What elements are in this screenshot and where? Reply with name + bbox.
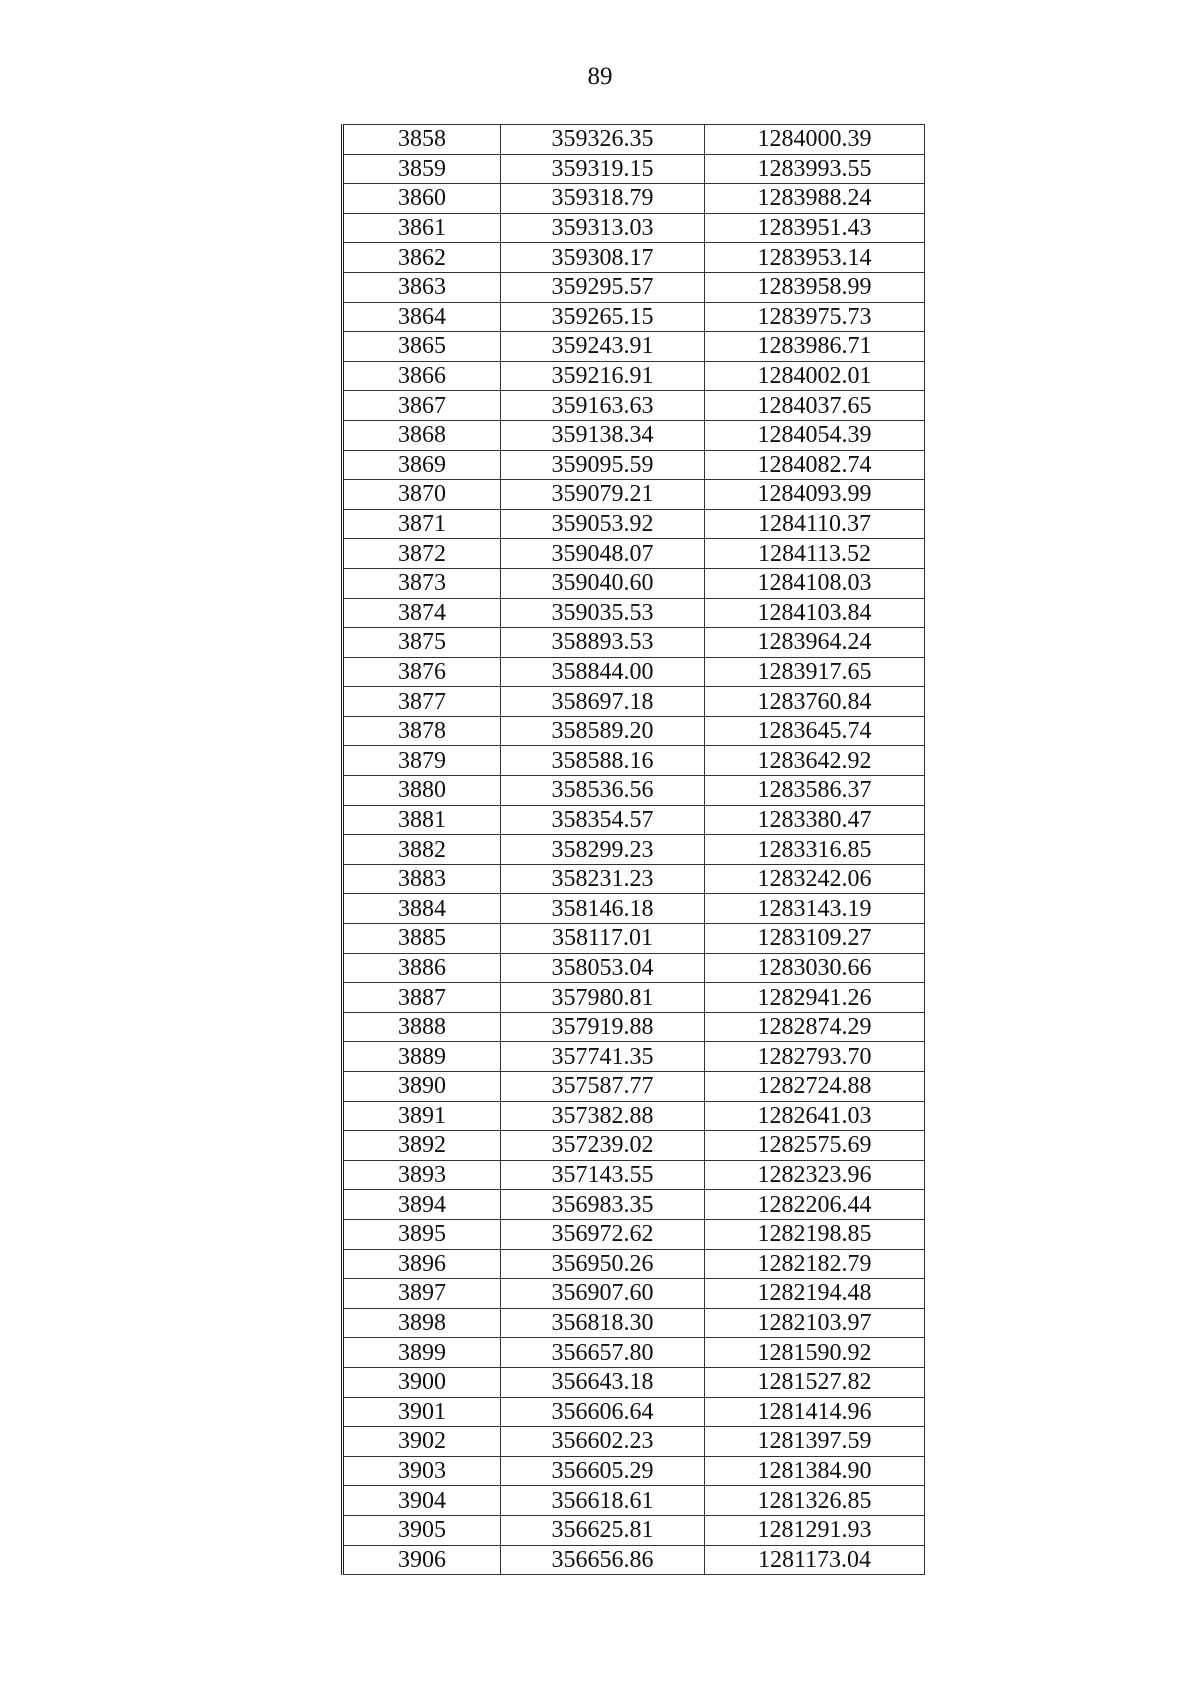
x-coordinate-cell: 357919.88 — [501, 1012, 705, 1042]
x-coordinate-cell: 356605.29 — [501, 1456, 705, 1486]
table-row — [343, 1012, 925, 1042]
table-row — [343, 1397, 925, 1427]
point-number-cell: 3882 — [343, 835, 501, 865]
table-row — [343, 184, 925, 214]
point-number-cell: 3898 — [343, 1308, 501, 1338]
table-row — [343, 391, 925, 421]
table-row — [343, 450, 925, 480]
y-coordinate-cell: 1283951.43 — [705, 213, 925, 243]
point-number-cell: 3893 — [343, 1160, 501, 1190]
point-number-cell: 3870 — [343, 480, 501, 510]
table-row — [343, 894, 925, 924]
x-coordinate-cell: 358893.53 — [501, 628, 705, 658]
x-coordinate-cell: 356950.26 — [501, 1249, 705, 1279]
table-row — [343, 1160, 925, 1190]
point-number-cell: 3903 — [343, 1456, 501, 1486]
table-row — [343, 272, 925, 302]
y-coordinate-cell: 1282575.69 — [705, 1131, 925, 1161]
y-coordinate-cell: 1281414.96 — [705, 1397, 925, 1427]
y-coordinate-cell: 1281291.93 — [705, 1515, 925, 1545]
table-row — [343, 924, 925, 954]
point-number-cell: 3883 — [343, 864, 501, 894]
x-coordinate-cell: 359163.63 — [501, 391, 705, 421]
point-number-cell: 3896 — [343, 1249, 501, 1279]
point-number-cell: 3884 — [343, 894, 501, 924]
x-coordinate-cell: 357382.88 — [501, 1101, 705, 1131]
table-row — [343, 213, 925, 243]
point-number-cell: 3886 — [343, 953, 501, 983]
point-number-cell: 3864 — [343, 302, 501, 332]
x-coordinate-cell: 356657.80 — [501, 1338, 705, 1368]
x-coordinate-cell: 356907.60 — [501, 1279, 705, 1309]
x-coordinate-cell: 358354.57 — [501, 805, 705, 835]
table-row — [343, 1042, 925, 1072]
x-coordinate-cell: 358844.00 — [501, 657, 705, 687]
page-number: 89 — [587, 63, 613, 90]
table-row — [343, 154, 925, 184]
y-coordinate-cell: 1282182.79 — [705, 1249, 925, 1279]
table-row — [343, 302, 925, 332]
point-number-cell: 3892 — [343, 1131, 501, 1161]
point-number-cell: 3863 — [343, 272, 501, 302]
x-coordinate-cell: 358299.23 — [501, 835, 705, 865]
table-row — [343, 1545, 925, 1575]
point-number-cell: 3879 — [343, 746, 501, 776]
x-coordinate-cell: 358053.04 — [501, 953, 705, 983]
y-coordinate-cell: 1282941.26 — [705, 983, 925, 1013]
y-coordinate-cell: 1283143.19 — [705, 894, 925, 924]
x-coordinate-cell: 359295.57 — [501, 272, 705, 302]
y-coordinate-cell: 1284093.99 — [705, 480, 925, 510]
table-row — [343, 746, 925, 776]
x-coordinate-cell: 356643.18 — [501, 1367, 705, 1397]
y-coordinate-cell: 1282724.88 — [705, 1072, 925, 1102]
x-coordinate-cell: 359040.60 — [501, 568, 705, 598]
x-coordinate-cell: 357980.81 — [501, 983, 705, 1013]
table-row — [343, 1131, 925, 1161]
y-coordinate-cell: 1282198.85 — [705, 1219, 925, 1249]
y-coordinate-cell: 1282103.97 — [705, 1308, 925, 1338]
coordinates-table-body — [343, 125, 925, 1575]
y-coordinate-cell: 1281590.92 — [705, 1338, 925, 1368]
point-number-cell: 3871 — [343, 509, 501, 539]
point-number-cell: 3902 — [343, 1427, 501, 1457]
point-number-cell: 3874 — [343, 598, 501, 628]
x-coordinate-cell: 359265.15 — [501, 302, 705, 332]
point-number-cell: 3895 — [343, 1219, 501, 1249]
y-coordinate-cell: 1284110.37 — [705, 509, 925, 539]
x-coordinate-cell: 359095.59 — [501, 450, 705, 480]
table-row — [343, 835, 925, 865]
y-coordinate-cell: 1284037.65 — [705, 391, 925, 421]
y-coordinate-cell: 1284000.39 — [705, 125, 925, 155]
y-coordinate-cell: 1283988.24 — [705, 184, 925, 214]
point-number-cell: 3897 — [343, 1279, 501, 1309]
y-coordinate-cell: 1284108.03 — [705, 568, 925, 598]
y-coordinate-cell: 1282194.48 — [705, 1279, 925, 1309]
table-row — [343, 1308, 925, 1338]
y-coordinate-cell: 1284113.52 — [705, 539, 925, 569]
y-coordinate-cell: 1281384.90 — [705, 1456, 925, 1486]
y-coordinate-cell: 1282206.44 — [705, 1190, 925, 1220]
y-coordinate-cell: 1283964.24 — [705, 628, 925, 658]
table-row — [343, 480, 925, 510]
y-coordinate-cell: 1281397.59 — [705, 1427, 925, 1457]
point-number-cell: 3885 — [343, 924, 501, 954]
point-number-cell: 3875 — [343, 628, 501, 658]
x-coordinate-cell: 356618.61 — [501, 1486, 705, 1516]
y-coordinate-cell: 1283953.14 — [705, 243, 925, 273]
x-coordinate-cell: 356606.64 — [501, 1397, 705, 1427]
table-row — [343, 864, 925, 894]
y-coordinate-cell: 1283030.66 — [705, 953, 925, 983]
table-row — [343, 657, 925, 687]
point-number-cell: 3906 — [343, 1545, 501, 1575]
table-row — [343, 1219, 925, 1249]
table-row — [343, 1072, 925, 1102]
point-number-cell: 3861 — [343, 213, 501, 243]
x-coordinate-cell: 358697.18 — [501, 687, 705, 717]
y-coordinate-cell: 1283645.74 — [705, 716, 925, 746]
point-number-cell: 3880 — [343, 776, 501, 806]
x-coordinate-cell: 357741.35 — [501, 1042, 705, 1072]
x-coordinate-cell: 359243.91 — [501, 332, 705, 362]
y-coordinate-cell: 1284103.84 — [705, 598, 925, 628]
point-number-cell: 3873 — [343, 568, 501, 598]
x-coordinate-cell: 359138.34 — [501, 420, 705, 450]
table-row — [343, 1515, 925, 1545]
y-coordinate-cell: 1283760.84 — [705, 687, 925, 717]
x-coordinate-cell: 356983.35 — [501, 1190, 705, 1220]
point-number-cell: 3868 — [343, 420, 501, 450]
x-coordinate-cell: 359035.53 — [501, 598, 705, 628]
table-row — [343, 243, 925, 273]
table-row — [343, 1456, 925, 1486]
point-number-cell: 3859 — [343, 154, 501, 184]
point-number-cell: 3858 — [343, 125, 501, 155]
table-row — [343, 539, 925, 569]
y-coordinate-cell: 1283917.65 — [705, 657, 925, 687]
x-coordinate-cell: 357143.55 — [501, 1160, 705, 1190]
table-row — [343, 125, 925, 155]
y-coordinate-cell: 1284082.74 — [705, 450, 925, 480]
point-number-cell: 3899 — [343, 1338, 501, 1368]
y-coordinate-cell: 1284054.39 — [705, 420, 925, 450]
y-coordinate-cell: 1282793.70 — [705, 1042, 925, 1072]
x-coordinate-cell: 356656.86 — [501, 1545, 705, 1575]
table-row — [343, 1190, 925, 1220]
y-coordinate-cell: 1282874.29 — [705, 1012, 925, 1042]
table-row — [343, 1279, 925, 1309]
x-coordinate-cell: 359319.15 — [501, 154, 705, 184]
y-coordinate-cell: 1283586.37 — [705, 776, 925, 806]
point-number-cell: 3889 — [343, 1042, 501, 1072]
point-number-cell: 3905 — [343, 1515, 501, 1545]
y-coordinate-cell: 1282641.03 — [705, 1101, 925, 1131]
x-coordinate-cell: 359216.91 — [501, 361, 705, 391]
table-row — [343, 361, 925, 391]
x-coordinate-cell: 358589.20 — [501, 716, 705, 746]
table-row — [343, 1486, 925, 1516]
table-row — [343, 1249, 925, 1279]
y-coordinate-cell: 1283975.73 — [705, 302, 925, 332]
point-number-cell: 3860 — [343, 184, 501, 214]
x-coordinate-cell: 359053.92 — [501, 509, 705, 539]
x-coordinate-cell: 358536.56 — [501, 776, 705, 806]
y-coordinate-cell: 1284002.01 — [705, 361, 925, 391]
point-number-cell: 3867 — [343, 391, 501, 421]
table-row — [343, 420, 925, 450]
table-row — [343, 805, 925, 835]
table-row — [343, 953, 925, 983]
x-coordinate-cell: 359326.35 — [501, 125, 705, 155]
x-coordinate-cell: 357587.77 — [501, 1072, 705, 1102]
table-row — [343, 628, 925, 658]
y-coordinate-cell: 1283958.99 — [705, 272, 925, 302]
table-row — [343, 568, 925, 598]
x-coordinate-cell: 358117.01 — [501, 924, 705, 954]
x-coordinate-cell: 357239.02 — [501, 1131, 705, 1161]
x-coordinate-cell: 356602.23 — [501, 1427, 705, 1457]
y-coordinate-cell: 1283642.92 — [705, 746, 925, 776]
y-coordinate-cell: 1281173.04 — [705, 1545, 925, 1575]
point-number-cell: 3881 — [343, 805, 501, 835]
x-coordinate-cell: 356818.30 — [501, 1308, 705, 1338]
x-coordinate-cell: 359308.17 — [501, 243, 705, 273]
table-row — [343, 687, 925, 717]
point-number-cell: 3862 — [343, 243, 501, 273]
y-coordinate-cell: 1283109.27 — [705, 924, 925, 954]
table-row — [343, 1427, 925, 1457]
table-row — [343, 1338, 925, 1368]
point-number-cell: 3904 — [343, 1486, 501, 1516]
x-coordinate-cell: 358146.18 — [501, 894, 705, 924]
point-number-cell: 3876 — [343, 657, 501, 687]
table-row — [343, 1367, 925, 1397]
table-row — [343, 509, 925, 539]
x-coordinate-cell: 356625.81 — [501, 1515, 705, 1545]
point-number-cell: 3890 — [343, 1072, 501, 1102]
y-coordinate-cell: 1283986.71 — [705, 332, 925, 362]
table-row — [343, 983, 925, 1013]
point-number-cell: 3894 — [343, 1190, 501, 1220]
y-coordinate-cell: 1282323.96 — [705, 1160, 925, 1190]
point-number-cell: 3865 — [343, 332, 501, 362]
table-row — [343, 1101, 925, 1131]
table-row — [343, 776, 925, 806]
point-number-cell: 3888 — [343, 1012, 501, 1042]
coordinates-table — [341, 124, 925, 1575]
y-coordinate-cell: 1283993.55 — [705, 154, 925, 184]
x-coordinate-cell: 359318.79 — [501, 184, 705, 214]
y-coordinate-cell: 1281527.82 — [705, 1367, 925, 1397]
point-number-cell: 3878 — [343, 716, 501, 746]
y-coordinate-cell: 1283316.85 — [705, 835, 925, 865]
table-row — [343, 598, 925, 628]
point-number-cell: 3877 — [343, 687, 501, 717]
y-coordinate-cell: 1281326.85 — [705, 1486, 925, 1516]
x-coordinate-cell: 359048.07 — [501, 539, 705, 569]
point-number-cell: 3900 — [343, 1367, 501, 1397]
y-coordinate-cell: 1283380.47 — [705, 805, 925, 835]
point-number-cell: 3901 — [343, 1397, 501, 1427]
x-coordinate-cell: 359313.03 — [501, 213, 705, 243]
point-number-cell: 3869 — [343, 450, 501, 480]
point-number-cell: 3866 — [343, 361, 501, 391]
x-coordinate-cell: 356972.62 — [501, 1219, 705, 1249]
point-number-cell: 3887 — [343, 983, 501, 1013]
y-coordinate-cell: 1283242.06 — [705, 864, 925, 894]
table-row — [343, 716, 925, 746]
x-coordinate-cell: 358588.16 — [501, 746, 705, 776]
table-row — [343, 332, 925, 362]
x-coordinate-cell: 359079.21 — [501, 480, 705, 510]
point-number-cell: 3872 — [343, 539, 501, 569]
point-number-cell: 3891 — [343, 1101, 501, 1131]
x-coordinate-cell: 358231.23 — [501, 864, 705, 894]
